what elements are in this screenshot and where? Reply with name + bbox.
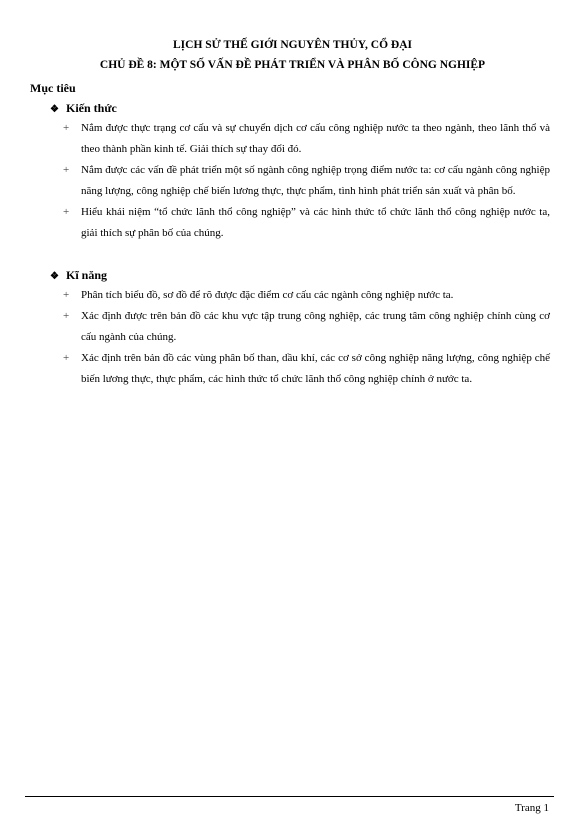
knowledge-heading (50, 101, 117, 117)
footer-divider (25, 796, 554, 797)
plus-bullet-icon: + (63, 164, 70, 176)
list-item (60, 202, 550, 244)
list-item (60, 306, 550, 348)
list-item-text: Nắm được các vấn đề phát triển một số ngành công nghiệp trọng điểm nước ta: cơ cấu ngành công nghiệp năng lượng, công nghiệp chế biến lương thực, thực phẩm, tình hình phát triển sản xuất và phân bố. (81, 164, 550, 197)
knowledge-heading-label: Kiến thức (66, 101, 117, 115)
plus-bullet-icon: + (63, 352, 70, 364)
diamond-bullet-icon: ❖ (50, 104, 59, 115)
skills-heading-label: Kĩ năng (66, 268, 108, 282)
knowledge-list (60, 118, 550, 244)
plus-bullet-icon: + (63, 289, 70, 301)
plus-bullet-icon: + (63, 122, 70, 134)
skills-heading (50, 268, 107, 284)
skills-list (60, 285, 550, 390)
objectives-heading: Mục tiêu (30, 81, 76, 95)
plus-bullet-icon: + (63, 206, 70, 218)
list-item (60, 160, 550, 202)
list-item-text: Phân tích biểu đồ, sơ đồ để rõ được đặc điểm cơ cấu các ngành công nghiệp nước ta. (81, 289, 454, 301)
document-title: LỊCH SỬ THẾ GIỚI NGUYÊN THỦY, CỔ ĐẠI (173, 39, 412, 51)
diamond-bullet-icon: ❖ (50, 271, 59, 282)
list-item-text: Nắm được thực trạng cơ cấu và sự chuyển dịch cơ cấu công nghiệp nước ta theo ngành, theo lãnh thổ và theo thành phần kinh tế. Giải thích sự thay đổi đó. (81, 122, 550, 155)
list-item-text: Xác định trên bản đồ các vùng phân bố than, dầu khí, các cơ sở công nghiệp năng lượng, công nghiệp chế biến lương thực, thực phẩm, các hình thức tổ chức lãnh thổ công nghiệp chính ở nước ta. (81, 352, 550, 385)
list-item-text: Hiểu khái niệm “tổ chức lãnh thổ công nghiệp” và các hình thức tổ chức lãnh thổ công nghiệp nước ta, giải thích sự phân bố của chúng. (81, 206, 550, 239)
list-item (60, 285, 550, 306)
plus-bullet-icon: + (63, 310, 70, 322)
list-item (60, 118, 550, 160)
list-item-text: Xác định được trên bản đồ các khu vực tập trung công nghiệp, các trung tâm công nghiệp chính cùng cơ cấu ngành của chúng. (81, 310, 550, 343)
page-number: Trang 1 (514, 802, 549, 814)
document-subtitle: CHỦ ĐỀ 8: MỘT SỐ VẤN ĐỀ PHÁT TRIỂN VÀ PHÂN BỐ CÔNG NGHIỆP (99, 59, 486, 71)
list-item (60, 348, 550, 390)
